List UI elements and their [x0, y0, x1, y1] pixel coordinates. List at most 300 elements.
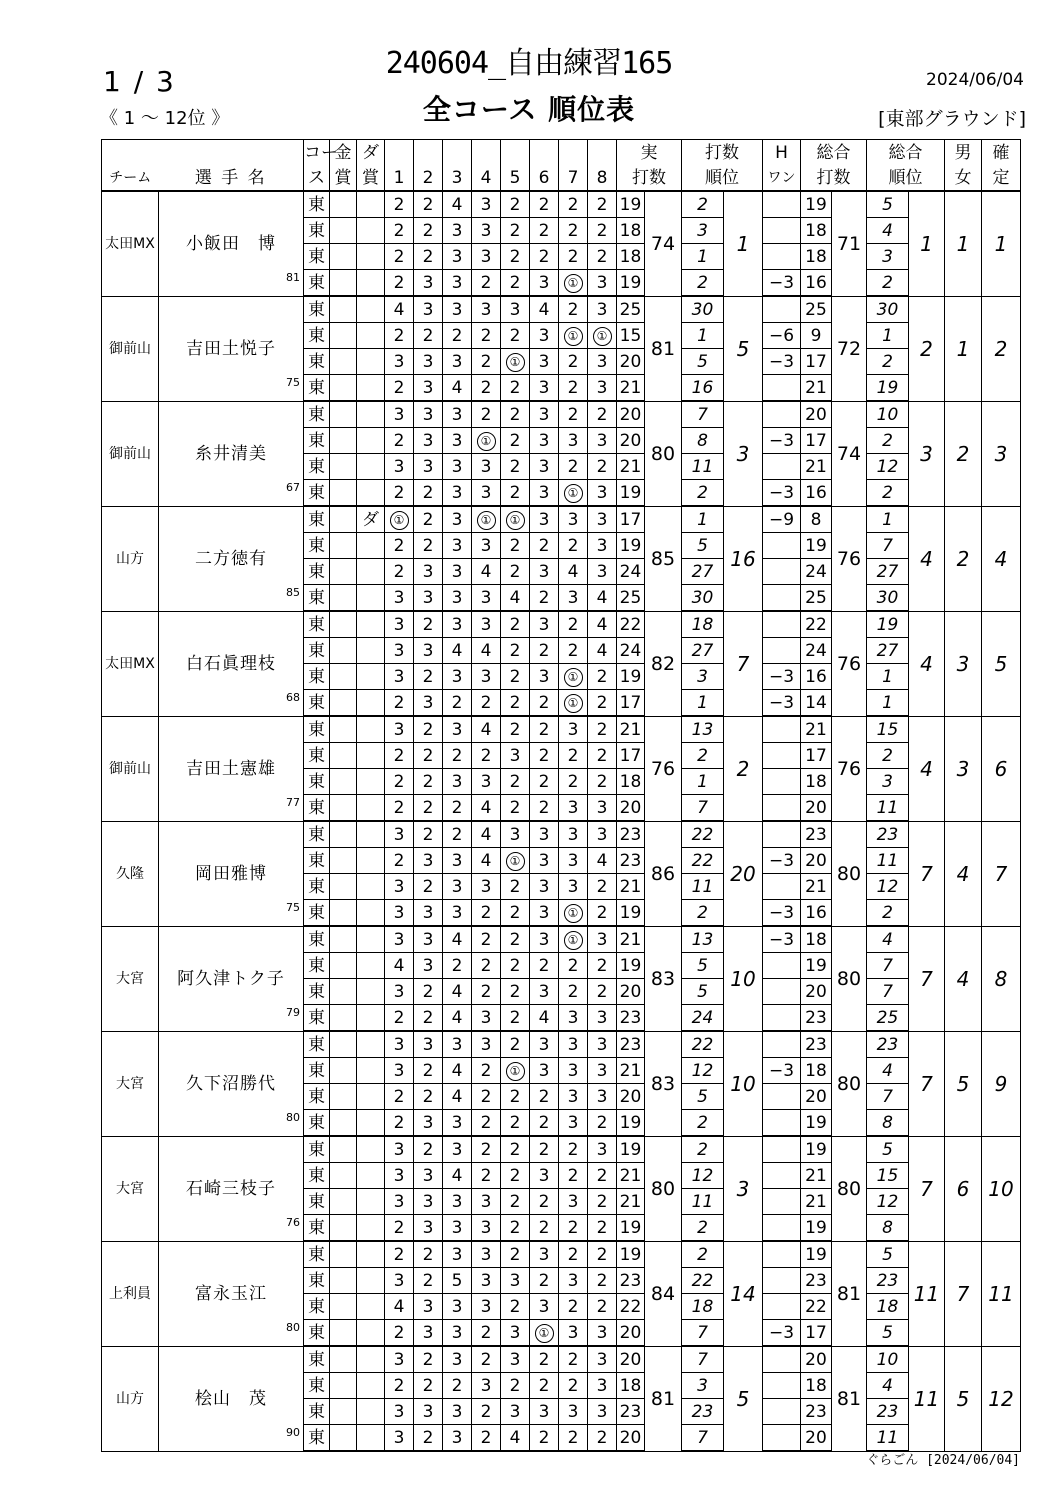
- round-strokes: 19: [617, 270, 645, 297]
- hole-score-2: 2: [414, 1425, 443, 1452]
- round-total: 20: [801, 795, 832, 822]
- hole-score-6: 2: [530, 1084, 559, 1110]
- hole-score-8: 3: [588, 349, 617, 375]
- course-cell: 東: [304, 454, 330, 480]
- round-total: 20: [801, 1346, 832, 1373]
- table-row: [102, 716, 1021, 743]
- hole-score-6: 3: [530, 1058, 559, 1084]
- team-cell: 太田MX: [102, 611, 159, 716]
- course-cell: 東: [304, 559, 330, 585]
- final-rank: 5: [982, 611, 1021, 716]
- hole-score-8: 2: [588, 401, 617, 428]
- hole-in-one-bonus: [763, 874, 801, 900]
- hole-in-one-bonus: [763, 1110, 801, 1137]
- course-cell: 東: [304, 191, 330, 218]
- round-total-rank: 23: [867, 821, 909, 848]
- gold-prize-cell: [330, 1005, 357, 1032]
- hole-score-5: 3: [501, 1320, 530, 1347]
- round-rank: 2: [682, 1241, 724, 1268]
- hole-score-1: 3: [385, 611, 414, 638]
- round-rank: 3: [682, 664, 724, 690]
- col-hole-top: [559, 140, 588, 166]
- hole-in-one-bonus: [763, 953, 801, 979]
- hole-score-7: 3: [559, 506, 588, 533]
- hole-in-one-mark: ①: [506, 511, 525, 530]
- col-strokes-rank: 順位: [682, 165, 763, 191]
- round-total-rank: 27: [867, 559, 909, 585]
- hole-score-1: 3: [385, 349, 414, 375]
- grand-total: 80: [832, 821, 867, 926]
- course-cell: 東: [304, 874, 330, 900]
- player-name-cell: [159, 1241, 304, 1346]
- hole-score-4: 4: [472, 848, 501, 874]
- hole-score-4: 4: [472, 638, 501, 664]
- hole-score-8: 3: [588, 533, 617, 559]
- hole-score-7: 2: [559, 454, 588, 480]
- hole-score-4: 3: [472, 1005, 501, 1032]
- col-hole-top: [414, 140, 443, 166]
- round-strokes: 24: [617, 638, 645, 664]
- hole-score-5: 2: [501, 1031, 530, 1058]
- hole-in-one-mark: ①: [506, 353, 525, 372]
- da-prize-cell: [357, 585, 385, 612]
- da-prize-cell: [357, 323, 385, 349]
- da-prize-cell: [357, 191, 385, 218]
- hole-score-6: 4: [530, 1005, 559, 1032]
- col-hole-in-one: ワン: [763, 165, 801, 191]
- hole-in-one-bonus: [763, 1084, 801, 1110]
- hole-score-1: 2: [385, 743, 414, 769]
- round-strokes: 23: [617, 821, 645, 848]
- col-gold-top: 金: [330, 140, 357, 166]
- hole-score-1: 2: [385, 1320, 414, 1347]
- round-rank: 2: [682, 1110, 724, 1137]
- round-total: 18: [801, 218, 832, 244]
- player-age: 81: [286, 270, 300, 284]
- da-prize-cell: [357, 1399, 385, 1425]
- course-cell: 東: [304, 401, 330, 428]
- grand-total: 71: [832, 191, 867, 296]
- gender-rank: 6: [945, 1136, 982, 1241]
- grand-total: 76: [832, 611, 867, 716]
- col-hole-8: 8: [588, 165, 617, 191]
- hole-score-7: 3: [559, 1320, 588, 1347]
- gold-prize-cell: [330, 1346, 357, 1373]
- hole-score-6: 2: [530, 533, 559, 559]
- hole-score-2: 3: [414, 296, 443, 323]
- hole-score-4: 2: [472, 953, 501, 979]
- player-name: 二方徳有: [195, 548, 267, 569]
- round-rank: 5: [682, 1084, 724, 1110]
- hole-score-3: 4: [443, 1163, 472, 1189]
- hole-score-5: [501, 1058, 530, 1084]
- table-row: [102, 1241, 1021, 1268]
- hole-score-6: 2: [530, 1425, 559, 1452]
- strokes-rank: 20: [724, 821, 763, 926]
- round-total: 17: [801, 349, 832, 375]
- footer-credit: ぐらごん [2024/06/04]: [866, 1453, 1020, 1468]
- hole-score-1: 3: [385, 401, 414, 428]
- hole-in-one-bonus: [763, 244, 801, 270]
- course-cell: 東: [304, 323, 330, 349]
- hole-score-6: 3: [530, 480, 559, 507]
- hole-score-7: 2: [559, 1136, 588, 1163]
- hole-score-2: 3: [414, 900, 443, 927]
- hole-score-5: 2: [501, 664, 530, 690]
- hole-score-3: 3: [443, 1294, 472, 1320]
- gold-prize-cell: [330, 1189, 357, 1215]
- hole-score-8: 2: [588, 1241, 617, 1268]
- hole-score-8: 2: [588, 769, 617, 795]
- round-rank: 22: [682, 848, 724, 874]
- da-prize-cell: [357, 1294, 385, 1320]
- hole-score-6: 2: [530, 1189, 559, 1215]
- round-rank: 22: [682, 1031, 724, 1058]
- hole-in-one-bonus: [763, 1268, 801, 1294]
- hole-in-one-bonus: −6: [763, 323, 801, 349]
- hole-score-8: 4: [588, 611, 617, 638]
- hole-score-3: 3: [443, 1346, 472, 1373]
- hole-score-3: 4: [443, 191, 472, 218]
- hole-score-5: 2: [501, 900, 530, 927]
- player-name-cell: [159, 821, 304, 926]
- hole-score-8: 3: [588, 270, 617, 297]
- da-prize-cell: ダ: [357, 506, 385, 533]
- hole-score-6: 2: [530, 1268, 559, 1294]
- course-cell: 東: [304, 1058, 330, 1084]
- round-strokes: 19: [617, 1110, 645, 1137]
- hole-score-1: 2: [385, 533, 414, 559]
- round-strokes: 20: [617, 795, 645, 822]
- grand-rank: 7: [909, 821, 945, 926]
- hole-score-7: [559, 480, 588, 507]
- round-strokes: 19: [617, 953, 645, 979]
- hole-score-7: [559, 664, 588, 690]
- rank-range: 《 1 ～ 12位 》: [100, 108, 230, 129]
- strokes-rank: 5: [724, 296, 763, 401]
- hole-score-5: 2: [501, 1136, 530, 1163]
- hole-score-8: 3: [588, 1320, 617, 1347]
- round-total-rank: 30: [867, 585, 909, 612]
- round-total-rank: 4: [867, 218, 909, 244]
- round-strokes: 19: [617, 480, 645, 507]
- hole-score-8: 2: [588, 1268, 617, 1294]
- hole-score-3: 3: [443, 1399, 472, 1425]
- gold-prize-cell: [330, 1373, 357, 1399]
- actual-total: 76: [645, 716, 682, 821]
- hole-score-2: 2: [414, 821, 443, 848]
- round-strokes: 19: [617, 664, 645, 690]
- hole-score-7: [559, 270, 588, 297]
- round-rank: 3: [682, 218, 724, 244]
- hole-score-8: 2: [588, 244, 617, 270]
- course-cell: 東: [304, 296, 330, 323]
- round-total-rank: 7: [867, 1084, 909, 1110]
- hole-score-5: 2: [501, 690, 530, 717]
- round-strokes: 25: [617, 296, 645, 323]
- round-total-rank: 27: [867, 638, 909, 664]
- hole-score-1: 3: [385, 1163, 414, 1189]
- ranking-body: [102, 191, 1021, 1451]
- hole-score-5: 2: [501, 638, 530, 664]
- hole-score-5: 2: [501, 979, 530, 1005]
- hole-in-one-bonus: −3: [763, 428, 801, 454]
- round-total-rank: 12: [867, 454, 909, 480]
- hole-score-1: 3: [385, 1031, 414, 1058]
- player-age: 77: [286, 795, 300, 809]
- round-rank: 13: [682, 716, 724, 743]
- course-cell: 東: [304, 1346, 330, 1373]
- hole-score-5: 3: [501, 743, 530, 769]
- hole-score-6: 3: [530, 664, 559, 690]
- round-strokes: 19: [617, 1136, 645, 1163]
- round-rank: 1: [682, 323, 724, 349]
- hole-score-2: 2: [414, 506, 443, 533]
- player-name: 吉田土悦子: [186, 338, 276, 359]
- course-cell: 東: [304, 1373, 330, 1399]
- hole-score-1: 3: [385, 585, 414, 612]
- strokes-rank: 3: [724, 401, 763, 506]
- page-number: 1 / 3: [103, 65, 176, 98]
- col-final-top: 確: [982, 140, 1021, 166]
- da-prize-cell: [357, 743, 385, 769]
- table-row: [102, 506, 1021, 533]
- team-cell: 久隆: [102, 821, 159, 926]
- hole-in-one-mark: ①: [564, 668, 583, 687]
- hole-score-4: 3: [472, 585, 501, 612]
- round-total-rank: 2: [867, 270, 909, 297]
- hole-score-1: 3: [385, 979, 414, 1005]
- hole-score-3: 3: [443, 874, 472, 900]
- hole-in-one-bonus: [763, 638, 801, 664]
- gender-rank: 2: [945, 401, 982, 506]
- hole-score-3: 4: [443, 926, 472, 953]
- round-strokes: 19: [617, 1215, 645, 1242]
- round-strokes: 19: [617, 533, 645, 559]
- hole-score-2: 3: [414, 401, 443, 428]
- hole-in-one-bonus: [763, 1373, 801, 1399]
- grand-rank: 11: [909, 1346, 945, 1451]
- hole-score-5: 2: [501, 1241, 530, 1268]
- gold-prize-cell: [330, 323, 357, 349]
- hole-score-5: 2: [501, 375, 530, 402]
- hole-in-one-bonus: [763, 1163, 801, 1189]
- hole-score-5: 3: [501, 821, 530, 848]
- gold-prize-cell: [330, 690, 357, 717]
- grand-rank: 7: [909, 926, 945, 1031]
- hole-score-7: [559, 323, 588, 349]
- hole-score-1: 2: [385, 1373, 414, 1399]
- round-strokes: 15: [617, 323, 645, 349]
- hole-score-5: [501, 848, 530, 874]
- hole-score-5: 2: [501, 1215, 530, 1242]
- round-rank: 27: [682, 638, 724, 664]
- hole-score-3: 3: [443, 900, 472, 927]
- round-total: 19: [801, 953, 832, 979]
- hole-score-6: 3: [530, 611, 559, 638]
- round-total: 19: [801, 1215, 832, 1242]
- hole-score-4: 2: [472, 270, 501, 297]
- col-strokes-top: 打数: [682, 140, 763, 166]
- hole-in-one-mark: ①: [564, 931, 583, 950]
- hole-score-8: 2: [588, 743, 617, 769]
- hole-in-one-bonus: −3: [763, 1058, 801, 1084]
- hole-score-5: [501, 349, 530, 375]
- hole-in-one-mark: ①: [390, 511, 409, 530]
- round-rank: 7: [682, 401, 724, 428]
- da-prize-cell: [357, 1058, 385, 1084]
- hole-score-5: 2: [501, 1189, 530, 1215]
- round-total-rank: 5: [867, 1320, 909, 1347]
- hole-score-1: 2: [385, 428, 414, 454]
- da-prize-cell: [357, 795, 385, 822]
- round-strokes: 17: [617, 743, 645, 769]
- round-rank: 2: [682, 1215, 724, 1242]
- da-prize-cell: [357, 1241, 385, 1268]
- hole-in-one-bonus: −9: [763, 506, 801, 533]
- hole-score-6: 2: [530, 795, 559, 822]
- hole-score-4: [472, 428, 501, 454]
- hole-score-8: 3: [588, 1373, 617, 1399]
- player-name-cell: [159, 926, 304, 1031]
- round-total-rank: 7: [867, 979, 909, 1005]
- hole-in-one-bonus: [763, 1031, 801, 1058]
- player-name: 桧山 茂: [195, 1388, 267, 1409]
- hole-score-4: 2: [472, 900, 501, 927]
- final-rank: 9: [982, 1031, 1021, 1136]
- hole-score-3: 3: [443, 559, 472, 585]
- hole-score-6: 4: [530, 296, 559, 323]
- da-prize-cell: [357, 375, 385, 402]
- player-name: 久下沼勝代: [186, 1073, 276, 1094]
- round-total: 8: [801, 506, 832, 533]
- hole-score-7: 4: [559, 559, 588, 585]
- hole-score-4: 2: [472, 979, 501, 1005]
- hole-score-7: 2: [559, 191, 588, 218]
- round-total: 24: [801, 559, 832, 585]
- hole-score-2: 2: [414, 244, 443, 270]
- grand-rank: 2: [909, 296, 945, 401]
- course-cell: 東: [304, 1215, 330, 1242]
- gold-prize-cell: [330, 270, 357, 297]
- hole-score-3: 3: [443, 454, 472, 480]
- hole-score-6: 2: [530, 1346, 559, 1373]
- course-cell: 東: [304, 900, 330, 927]
- round-total-rank: 11: [867, 848, 909, 874]
- gold-prize-cell: [330, 585, 357, 612]
- hole-score-4: 3: [472, 1189, 501, 1215]
- round-total: 18: [801, 244, 832, 270]
- hole-score-3: 2: [443, 323, 472, 349]
- header-row-top: [102, 140, 1021, 166]
- hole-score-2: 2: [414, 743, 443, 769]
- round-rank: 12: [682, 1163, 724, 1189]
- player-age: 90: [286, 1425, 300, 1439]
- da-prize-cell: [357, 559, 385, 585]
- da-prize-cell: [357, 979, 385, 1005]
- hole-score-1: 2: [385, 375, 414, 402]
- hole-score-8: 2: [588, 664, 617, 690]
- hole-score-3: 3: [443, 585, 472, 612]
- round-total: 16: [801, 664, 832, 690]
- hole-score-8: 2: [588, 1294, 617, 1320]
- course-cell: 東: [304, 1163, 330, 1189]
- hole-score-7: 2: [559, 244, 588, 270]
- course-cell: 東: [304, 244, 330, 270]
- round-rank: 30: [682, 296, 724, 323]
- course-cell: 東: [304, 1294, 330, 1320]
- hole-score-7: [559, 690, 588, 717]
- round-total: 21: [801, 1189, 832, 1215]
- hole-score-2: 3: [414, 1031, 443, 1058]
- round-rank: 5: [682, 979, 724, 1005]
- hole-in-one-bonus: [763, 1215, 801, 1242]
- da-prize-cell: [357, 1425, 385, 1452]
- hole-score-6: 2: [530, 244, 559, 270]
- hole-in-one-bonus: [763, 1136, 801, 1163]
- hole-score-6: 2: [530, 1110, 559, 1137]
- table-row: [102, 1346, 1021, 1373]
- hole-in-one-mark: ①: [564, 274, 583, 293]
- round-rank: 16: [682, 375, 724, 402]
- hole-in-one-bonus: −3: [763, 1320, 801, 1347]
- hole-score-3: 2: [443, 795, 472, 822]
- round-rank: 11: [682, 454, 724, 480]
- hole-in-one-bonus: −3: [763, 900, 801, 927]
- hole-score-8: 3: [588, 559, 617, 585]
- table-row: [102, 296, 1021, 323]
- hole-score-4: 3: [472, 244, 501, 270]
- round-total-rank: 7: [867, 533, 909, 559]
- hole-score-2: 2: [414, 769, 443, 795]
- round-total: 23: [801, 1031, 832, 1058]
- course-cell: 東: [304, 926, 330, 953]
- gold-prize-cell: [330, 1268, 357, 1294]
- hole-in-one-bonus: −3: [763, 664, 801, 690]
- hole-score-4: 3: [472, 1268, 501, 1294]
- team-cell: 大宮: [102, 926, 159, 1031]
- round-total: 20: [801, 1084, 832, 1110]
- gender-rank: 3: [945, 611, 982, 716]
- hole-in-one-bonus: [763, 401, 801, 428]
- hole-score-2: 2: [414, 1373, 443, 1399]
- hole-score-3: 2: [443, 743, 472, 769]
- hole-score-4: 2: [472, 690, 501, 717]
- table-row: [102, 1136, 1021, 1163]
- da-prize-cell: [357, 401, 385, 428]
- hole-score-1: 2: [385, 191, 414, 218]
- gold-prize-cell: [330, 559, 357, 585]
- hole-score-2: 3: [414, 1294, 443, 1320]
- actual-total: 83: [645, 926, 682, 1031]
- col-name: 選 手 名: [159, 165, 304, 191]
- da-prize-cell: [357, 1110, 385, 1137]
- hole-score-4: 4: [472, 716, 501, 743]
- round-total: 22: [801, 611, 832, 638]
- course-cell: 東: [304, 375, 330, 402]
- hole-score-1: 3: [385, 664, 414, 690]
- col-name-top: [159, 140, 304, 166]
- hole-score-1: 2: [385, 795, 414, 822]
- da-prize-cell: [357, 270, 385, 297]
- hole-score-8: 2: [588, 1425, 617, 1452]
- hole-in-one-mark: ①: [564, 484, 583, 503]
- da-prize-cell: [357, 1136, 385, 1163]
- table-row: [102, 926, 1021, 953]
- round-rank: 2: [682, 743, 724, 769]
- round-rank: 12: [682, 1058, 724, 1084]
- round-total-rank: 25: [867, 1005, 909, 1032]
